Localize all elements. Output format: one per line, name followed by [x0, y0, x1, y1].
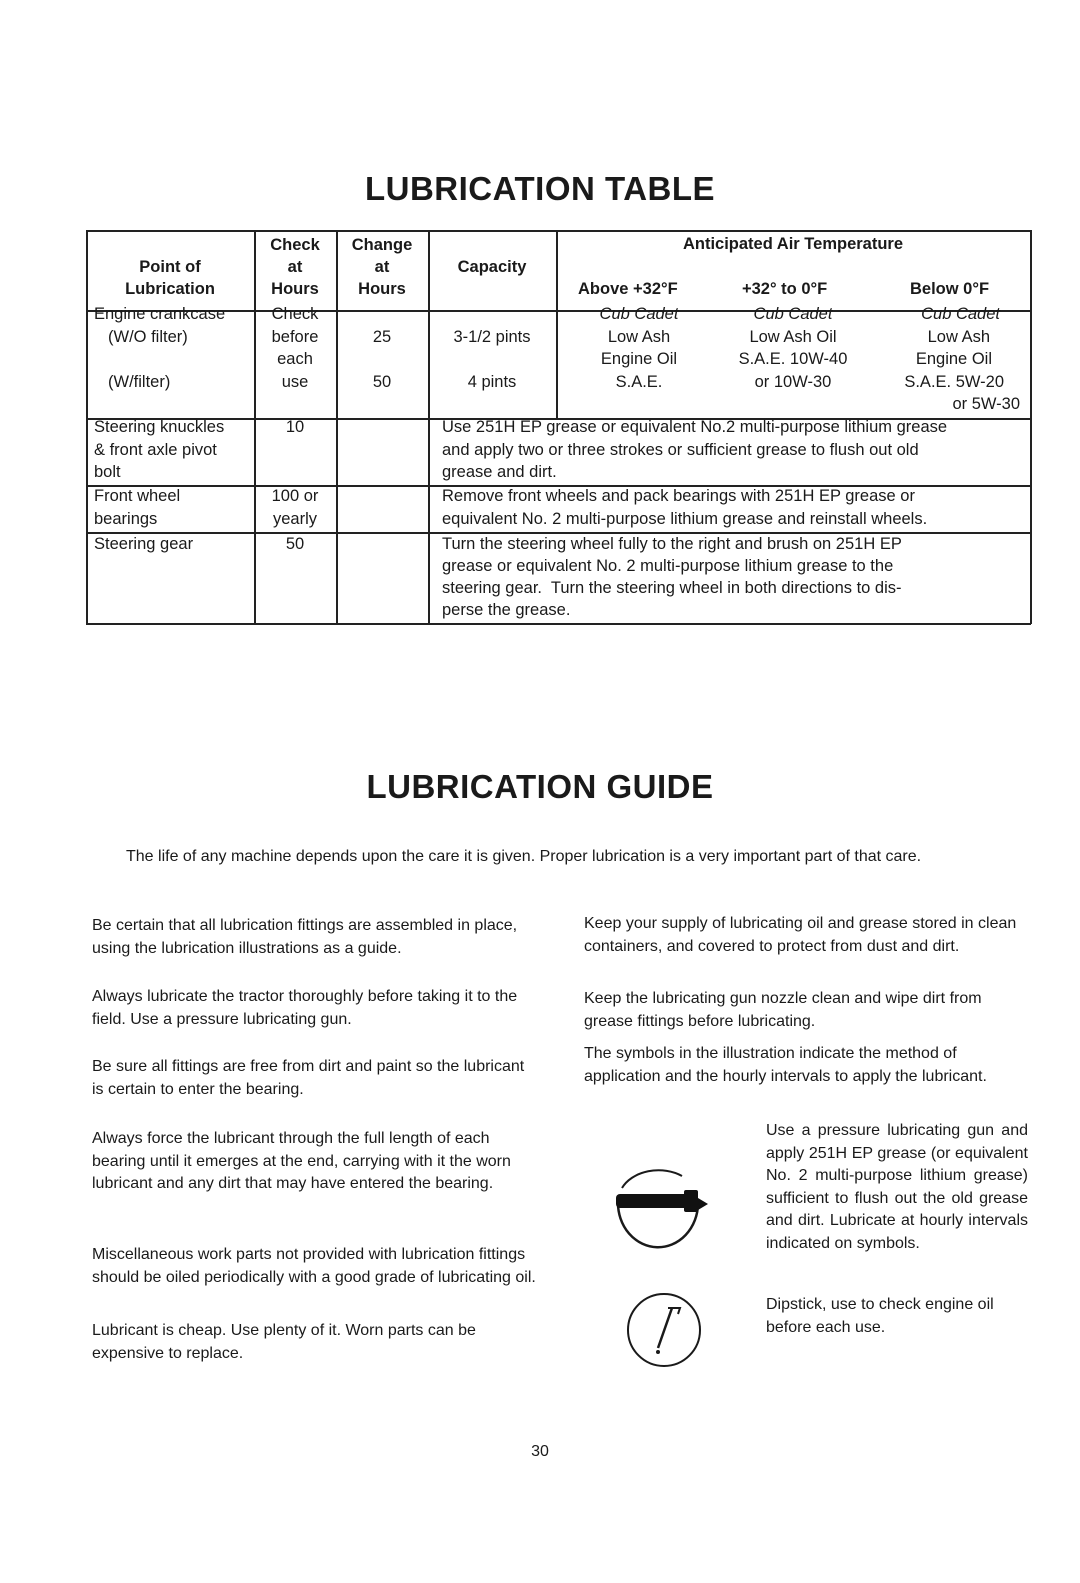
row4-desc-3: steering gear. Turn the steering wheel in both directions to dis-	[442, 579, 902, 597]
header-temp-below: Below 0°F	[910, 280, 990, 298]
row3-desc-2: equivalent No. 2 multi-purpose lithium grease and reinstall wheels.	[442, 510, 928, 528]
header-check-3: Hours	[271, 280, 319, 298]
temp-above-3: Engine Oil	[600, 350, 678, 368]
temp-mid-1: Cub Cadet	[753, 305, 833, 323]
row1-check-3: each	[277, 350, 313, 368]
row1-capacity-2: 4 pints	[467, 373, 517, 391]
header-change-2: at	[374, 258, 390, 276]
row1-point-3: (W/filter)	[108, 373, 171, 391]
grease-gun-icon	[602, 1158, 712, 1254]
row2-check: 10	[285, 418, 305, 436]
temp-below-2: Low Ash	[927, 328, 990, 346]
row2-point-2: & front axle pivot	[94, 441, 217, 459]
header-change-3: Hours	[358, 280, 406, 298]
header-temp-above: Above +32°F	[578, 280, 678, 298]
temp-mid-2: Low Ash Oil	[749, 328, 837, 346]
left-para-5: Miscellaneous work parts not provided with lubrication fittings should be oiled periodically with a good grade of lubricating oil.	[92, 1246, 536, 1286]
symbol-dipstick-text: Dipstick, use to check engine oil before each use.	[766, 1296, 994, 1336]
right-para-3: The symbols in the illustration indicate the method of application and the hourly intervals to apply the lubricant.	[584, 1045, 987, 1085]
row2-point-1: Steering knuckles	[94, 418, 225, 436]
row4-check: 50	[285, 535, 305, 553]
dipstick-icon	[624, 1290, 704, 1370]
row2-point-3: bolt	[94, 463, 121, 481]
row4-desc-2: grease or equivalent No. 2 multi-purpose lithium grease to the	[442, 557, 894, 575]
row1-check-2: before	[271, 328, 319, 346]
header-point-2: Lubrication	[125, 280, 215, 298]
temp-mid-4: or 10W-30	[754, 373, 832, 391]
table-title: LUBRICATION TABLE	[364, 170, 716, 207]
row2-desc-1: Use 251H EP grease or equivalent No.2 multi-purpose lithium grease	[442, 418, 948, 436]
temp-above-1: Cub Cadet	[599, 305, 679, 323]
guide-title: LUBRICATION GUIDE	[366, 768, 714, 805]
temp-above-2: Low Ash	[607, 328, 671, 346]
symbol-grease-text: Use a pressure lubricating gun and apply 251H EP grease (or equivalent No. 2 multi-purpose lithium grease) sufficient to flush out the old grease and dirt. Lubricate at hourly intervals indicated on symbols.	[766, 1122, 1028, 1252]
temp-below-1: Cub Cadet	[921, 305, 1000, 323]
row1-change-1: 25	[372, 328, 392, 346]
header-change-1: Change	[351, 236, 413, 254]
lubrication-table	[86, 230, 1031, 624]
row1-change-2: 50	[372, 373, 392, 391]
row1-capacity-1: 3-1/2 pints	[453, 328, 531, 346]
right-para-1: Keep your supply of lubricating oil and grease stored in clean containers, and covered to protect from dust and dirt.	[584, 915, 1017, 955]
header-temp-mid: +32° to 0°F	[742, 280, 828, 298]
left-para-2: Always lubricate the tractor thoroughly before taking it to the field. Use a pressure lubricating gun.	[92, 988, 518, 1028]
row1-point-2: (W/O filter)	[108, 328, 188, 346]
header-capacity: Capacity	[457, 258, 527, 276]
row1-point-1: Engine crankcase	[94, 305, 226, 323]
guide-intro: The life of any machine depends upon the care it is given. Proper lubrication is a very important part of that care.	[126, 848, 922, 865]
row1-check-4: use	[281, 373, 309, 391]
row3-desc-1: Remove front wheels and pack bearings with 251H EP grease or	[442, 487, 915, 505]
page-number: 30	[531, 1443, 549, 1460]
header-temp-group: Anticipated Air Temperature	[682, 235, 904, 253]
left-para-3: Be sure all fittings are free from dirt and paint so the lubricant is certain to enter the bearing.	[92, 1058, 525, 1098]
left-para-6: Lubricant is cheap. Use plenty of it. Worn parts can be expensive to replace.	[92, 1322, 476, 1362]
temp-mid-3: S.A.E. 10W-40	[738, 350, 848, 368]
header-point-1: Point of	[139, 258, 201, 276]
row3-point-2: bearings	[94, 510, 158, 528]
row4-point: Steering gear	[94, 535, 194, 553]
row2-desc-3: grease and dirt.	[442, 463, 557, 481]
left-para-4: Always force the lubricant through the full length of each bearing until it emerges at the end, carrying with it the worn lubricant and any dirt that may have entered the bearing.	[92, 1130, 511, 1192]
row4-desc-1: Turn the steering wheel fully to the right and brush on 251H EP	[442, 535, 902, 553]
left-para-1: Be certain that all lubrication fittings are assembled in place, using the lubrication illustrations as a guide.	[92, 917, 518, 957]
row2-desc-2: and apply two or three strokes or sufficient grease to flush out old	[442, 441, 919, 459]
row3-point-1: Front wheel	[94, 487, 181, 505]
temp-below-4: S.A.E. 5W-20	[904, 373, 1004, 391]
row3-check-1: 100 or	[271, 487, 319, 505]
header-check-2: at	[287, 258, 303, 276]
row1-check-1: Check	[271, 305, 319, 323]
temp-above-4: S.A.E.	[615, 373, 663, 391]
row3-check-2: yearly	[272, 510, 317, 528]
right-para-2: Keep the lubricating gun nozzle clean and wipe dirt from grease fittings before lubricating.	[584, 990, 982, 1030]
temp-below-5: or 5W-30	[952, 395, 1020, 413]
header-check-1: Check	[270, 236, 320, 254]
temp-below-3: Engine Oil	[915, 350, 992, 368]
row4-desc-4: perse the grease.	[442, 601, 571, 619]
